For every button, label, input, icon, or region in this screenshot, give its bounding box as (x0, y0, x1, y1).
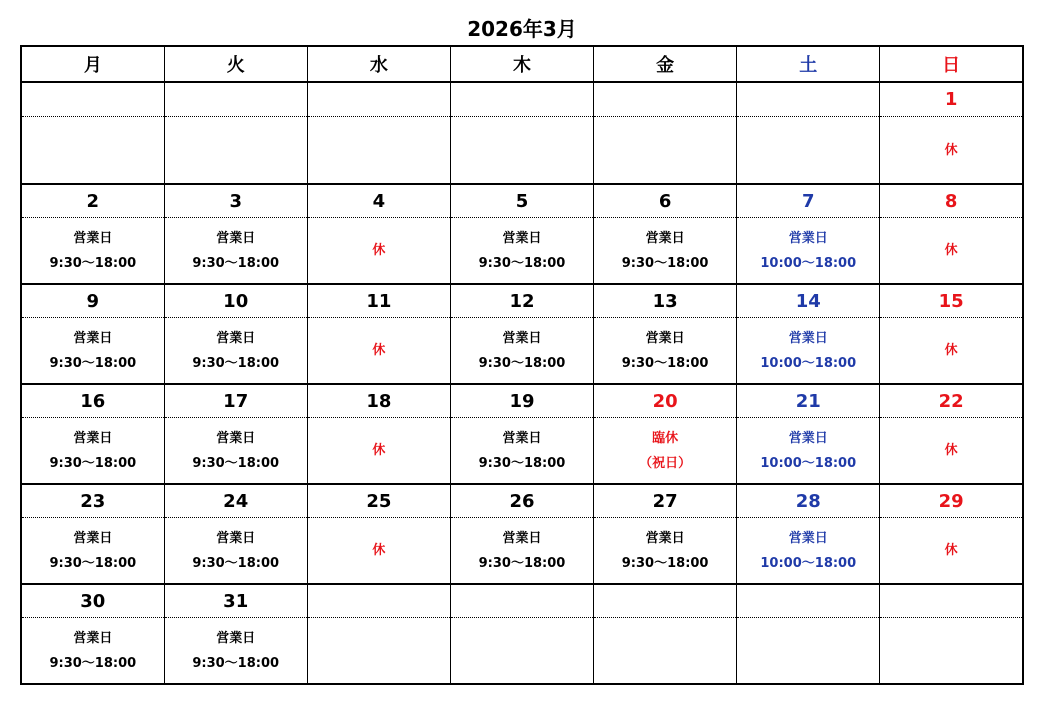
day-status-cell (737, 117, 880, 185)
day-status-cell (594, 218, 737, 285)
day-status: 休 (944, 142, 958, 158)
day-status: 営業日 (73, 530, 113, 546)
business-hours: 9:30～18:00 (192, 355, 280, 371)
day-status: 営業日 (502, 530, 542, 546)
day-status: 休 (944, 343, 958, 358)
day-number: 22 (880, 384, 1023, 418)
day-status: 営業日 (216, 530, 256, 546)
day-status-cell (594, 618, 737, 685)
day-number: 18 (307, 384, 450, 418)
day-status: 営業日 (788, 330, 828, 346)
weekday-wed: 水 (307, 46, 450, 82)
day-status: 営業日 (216, 630, 256, 646)
business-hours: 9:30～18:00 (49, 655, 137, 671)
day-status-cell (880, 117, 1023, 185)
business-hours: 9:30～18:00 (478, 555, 566, 571)
day-status: 営業日 (216, 430, 256, 446)
day-number: 12 (450, 284, 593, 318)
day-number (737, 584, 880, 618)
day-status-cell (164, 618, 307, 685)
business-hours: 9:30～18:00 (49, 355, 137, 371)
date-row (21, 384, 1023, 418)
day-status: 営業日 (502, 230, 542, 246)
business-hours: 9:30～18:00 (478, 455, 566, 471)
status-row (21, 618, 1023, 685)
business-hours: 9:30～18:00 (478, 355, 566, 371)
day-number (164, 82, 307, 117)
day-status: 臨休 (652, 430, 679, 446)
business-hours: 9:30～18:00 (49, 555, 137, 571)
day-status-cell (307, 618, 450, 685)
day-status-cell (21, 117, 164, 185)
weekday-tue: 火 (164, 46, 307, 82)
business-hours: （祝日） (639, 455, 692, 471)
day-number (307, 82, 450, 117)
business-hours: 9:30～18:00 (49, 455, 137, 471)
day-status: 営業日 (73, 630, 113, 646)
day-number: 28 (737, 484, 880, 518)
day-status-cell (164, 218, 307, 285)
day-number (594, 82, 737, 117)
day-number: 19 (450, 384, 593, 418)
day-status-cell (594, 318, 737, 385)
day-status: 営業日 (502, 330, 542, 346)
day-number: 13 (594, 284, 737, 318)
business-hours: 9:30～18:00 (621, 255, 709, 271)
day-number: 15 (880, 284, 1023, 318)
day-number: 31 (164, 584, 307, 618)
day-status: 営業日 (73, 230, 113, 246)
business-hours: 9:30～18:00 (192, 455, 280, 471)
day-status-cell (450, 618, 593, 685)
day-status-cell (450, 318, 593, 385)
day-number (594, 584, 737, 618)
day-status-cell (21, 418, 164, 485)
day-status-cell (307, 518, 450, 585)
day-status-cell (594, 117, 737, 185)
business-hours: 10:00～18:00 (760, 255, 857, 271)
day-status: 営業日 (216, 330, 256, 346)
day-status-cell (21, 218, 164, 285)
day-number (880, 584, 1023, 618)
day-number: 6 (594, 184, 737, 218)
day-status: 営業日 (645, 230, 685, 246)
day-status-cell (307, 117, 450, 185)
day-number (450, 584, 593, 618)
day-status-cell (880, 318, 1023, 385)
day-status-cell (307, 318, 450, 385)
day-status-cell (450, 518, 593, 585)
day-status-cell (737, 218, 880, 285)
day-status-cell (21, 318, 164, 385)
day-status-cell (164, 318, 307, 385)
status-row (21, 117, 1023, 185)
day-number: 26 (450, 484, 593, 518)
day-number: 24 (164, 484, 307, 518)
weekday-fri: 金 (594, 46, 737, 82)
day-number: 30 (21, 584, 164, 618)
day-number (21, 82, 164, 117)
day-status: 営業日 (788, 230, 828, 246)
business-hours: 10:00～18:00 (760, 355, 857, 371)
day-status-cell (21, 618, 164, 685)
day-status-cell (880, 518, 1023, 585)
business-hours: 9:30～18:00 (192, 555, 280, 571)
weekday-sat: 土 (737, 46, 880, 82)
day-status: 営業日 (788, 430, 828, 446)
day-status-cell (164, 117, 307, 185)
business-hours: 9:30～18:00 (49, 255, 137, 271)
day-status: 営業日 (502, 430, 542, 446)
day-status-cell (164, 418, 307, 485)
day-number (307, 584, 450, 618)
day-number (450, 82, 593, 117)
day-status-cell (594, 518, 737, 585)
business-hours: 9:30～18:00 (192, 255, 280, 271)
day-status-cell (737, 318, 880, 385)
day-status-cell (737, 518, 880, 585)
status-row (21, 318, 1023, 385)
day-status: 休 (372, 543, 386, 558)
day-status-cell (450, 117, 593, 185)
day-status: 休 (372, 243, 386, 258)
day-status: 営業日 (645, 330, 685, 346)
day-status: 営業日 (788, 530, 828, 546)
business-hours: 9:30～18:00 (192, 655, 280, 671)
day-number: 23 (21, 484, 164, 518)
day-number: 17 (164, 384, 307, 418)
business-hours: 9:30～18:00 (478, 255, 566, 271)
day-status: 営業日 (73, 430, 113, 446)
day-status-cell (450, 218, 593, 285)
day-number: 7 (737, 184, 880, 218)
day-status-cell (450, 418, 593, 485)
day-status: 営業日 (216, 230, 256, 246)
day-number: 8 (880, 184, 1023, 218)
day-status-cell (880, 418, 1023, 485)
business-hours: 9:30～18:00 (621, 355, 709, 371)
day-status-cell (164, 518, 307, 585)
day-number: 5 (450, 184, 593, 218)
date-row (21, 584, 1023, 618)
day-number: 4 (307, 184, 450, 218)
status-row (21, 218, 1023, 285)
date-row (21, 184, 1023, 218)
weekday-sun: 日 (880, 46, 1023, 82)
day-number: 29 (880, 484, 1023, 518)
day-status: 休 (944, 243, 958, 258)
day-status: 休 (944, 543, 958, 558)
date-row (21, 82, 1023, 117)
day-status-cell (307, 218, 450, 285)
weekday-mon: 月 (21, 46, 164, 82)
date-row (21, 284, 1023, 318)
day-number: 11 (307, 284, 450, 318)
business-hours: 10:00～18:00 (760, 455, 857, 471)
calendar-title: 2026年3月 (467, 17, 577, 41)
status-row (21, 518, 1023, 585)
day-number: 9 (21, 284, 164, 318)
day-status-cell (307, 418, 450, 485)
weekday-header-row (21, 46, 1023, 82)
business-hours: 9:30～18:00 (621, 555, 709, 571)
day-status-cell (594, 418, 737, 485)
day-status: 営業日 (645, 530, 685, 546)
day-number: 14 (737, 284, 880, 318)
day-number: 20 (594, 384, 737, 418)
status-row (21, 418, 1023, 485)
weekday-thu: 木 (450, 46, 593, 82)
day-number: 16 (21, 384, 164, 418)
day-status-cell (880, 218, 1023, 285)
day-number: 3 (164, 184, 307, 218)
day-status-cell (21, 518, 164, 585)
day-number: 10 (164, 284, 307, 318)
day-status-cell (737, 418, 880, 485)
day-number (737, 82, 880, 117)
day-number: 1 (880, 82, 1023, 117)
day-status: 休 (944, 443, 958, 458)
day-status-cell (880, 618, 1023, 685)
calendar-grid (20, 45, 1024, 685)
day-status: 営業日 (73, 330, 113, 346)
day-number: 21 (737, 384, 880, 418)
business-hours: 10:00～18:00 (760, 555, 857, 571)
day-status: 休 (372, 443, 386, 458)
day-status-cell (737, 618, 880, 685)
date-row (21, 484, 1023, 518)
day-number: 2 (21, 184, 164, 218)
day-number: 27 (594, 484, 737, 518)
day-status: 休 (372, 343, 386, 358)
day-number: 25 (307, 484, 450, 518)
